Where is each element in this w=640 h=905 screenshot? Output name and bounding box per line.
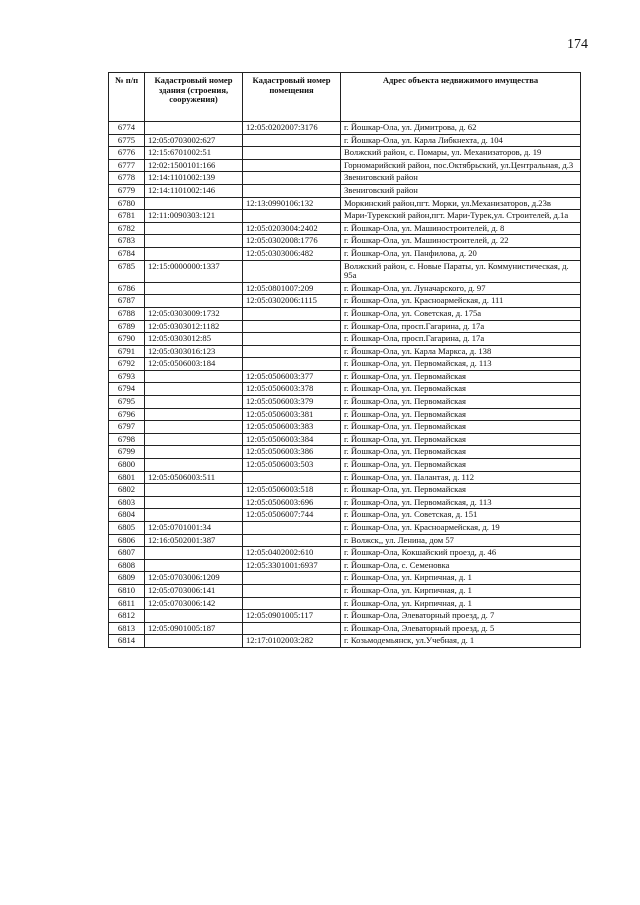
cell-address: г. Йошкар-Ола, ул. Первомайская [341,396,581,409]
property-registry-table [108,72,581,648]
cell-address: г. Йошкар-Ола, ул. Кирпичная, д. 1 [341,597,581,610]
cell-premises-cadastral: 12:05:0506003:518 [243,484,341,497]
cell-premises-cadastral [243,333,341,346]
cell-address: г. Йошкар-Ола, просп.Гагарина, д. 17а [341,320,581,333]
cell-building-cadastral: 12:05:0303012:1182 [145,320,243,333]
cell-number: 6801 [109,471,145,484]
cell-number: 6792 [109,358,145,371]
cell-address: Мари-Турекский район,пгт. Мари-Турек,ул. Строителей, д.1а [341,210,581,223]
table-row [109,184,581,197]
table-row [109,222,581,235]
table-row [109,147,581,160]
cell-address: г. Козьмодемьянск, ул.Учебная, д. 1 [341,635,581,648]
cell-building-cadastral [145,122,243,135]
table-row [109,459,581,472]
table-row [109,396,581,409]
cell-building-cadastral [145,610,243,623]
cell-address: г. Йошкар-Ола, ул. Первомайская [341,370,581,383]
cell-number: 6776 [109,147,145,160]
cell-address: г. Йошкар-Ола, с. Семеновка [341,559,581,572]
table-row [109,260,581,282]
table-row [109,210,581,223]
table-row [109,295,581,308]
cell-building-cadastral [145,408,243,421]
header-premises-cadastral: Кадастровый номер помещения [243,73,341,122]
cell-address: г. Йошкар-Ола, ул. Карла Либкнехта, д. 104 [341,134,581,147]
cell-address: г. Йошкар-Ола, ул. Машиностроителей, д. 22 [341,235,581,248]
cell-building-cadastral: 12:05:0303016:123 [145,345,243,358]
cell-premises-cadastral: 12:05:0506003:379 [243,396,341,409]
table-row [109,235,581,248]
cell-premises-cadastral [243,622,341,635]
cell-building-cadastral: 12:05:0506003:511 [145,471,243,484]
cell-premises-cadastral [243,522,341,535]
table-row [109,408,581,421]
table-header-row [109,73,581,122]
cell-number: 6802 [109,484,145,497]
cell-building-cadastral: 12:05:0901005:187 [145,622,243,635]
cell-premises-cadastral [243,534,341,547]
cell-address: Моркинский район,пгт. Морки, ул.Механизаторов, д.23в [341,197,581,210]
cell-building-cadastral: 12:16:0502001:387 [145,534,243,547]
cell-address: Звениговский район [341,184,581,197]
cell-number: 6795 [109,396,145,409]
cell-number: 6780 [109,197,145,210]
cell-number: 6774 [109,122,145,135]
cell-building-cadastral [145,547,243,560]
cell-premises-cadastral [243,471,341,484]
table-row [109,622,581,635]
cell-premises-cadastral [243,307,341,320]
cell-premises-cadastral: 12:05:0506003:378 [243,383,341,396]
cell-premises-cadastral [243,210,341,223]
cell-premises-cadastral: 12:05:0506003:386 [243,446,341,459]
cell-address: г. Йошкар-Ола, ул. Кирпичная, д. 1 [341,584,581,597]
cell-number: 6782 [109,222,145,235]
table-row [109,307,581,320]
cell-premises-cadastral [243,260,341,282]
cell-number: 6793 [109,370,145,383]
cell-premises-cadastral: 12:05:0506003:503 [243,459,341,472]
cell-number: 6784 [109,247,145,260]
cell-premises-cadastral: 12:13:0990106:132 [243,197,341,210]
cell-address: г. Йошкар-Ола, ул. Первомайская [341,484,581,497]
cell-premises-cadastral: 12:05:0901005:117 [243,610,341,623]
table-row [109,383,581,396]
cell-premises-cadastral [243,345,341,358]
table-row [109,197,581,210]
cell-number: 6788 [109,307,145,320]
cell-address: г. Йошкар-Ола, Элеваторный проезд, д. 5 [341,622,581,635]
table-row [109,522,581,535]
cell-building-cadastral [145,446,243,459]
cell-building-cadastral [145,247,243,260]
table-row [109,421,581,434]
table-row [109,247,581,260]
table-row [109,471,581,484]
cell-building-cadastral [145,559,243,572]
cell-number: 6798 [109,433,145,446]
table-row [109,534,581,547]
cell-number: 6811 [109,597,145,610]
cell-building-cadastral [145,197,243,210]
cell-premises-cadastral: 12:17:0102003:282 [243,635,341,648]
table-row [109,597,581,610]
cell-building-cadastral: 12:15:0000000:1337 [145,260,243,282]
cell-address: г. Волжск,, ул. Ленина, дом 57 [341,534,581,547]
cell-premises-cadastral: 12:05:0506003:377 [243,370,341,383]
cell-premises-cadastral: 12:05:0506007:744 [243,509,341,522]
cell-number: 6786 [109,282,145,295]
cell-number: 6787 [109,295,145,308]
cell-address: г. Йошкар-Ола, ул. Советская, д. 151 [341,509,581,522]
cell-premises-cadastral: 12:05:0302008:1776 [243,235,341,248]
cell-building-cadastral: 12:05:0703006:1209 [145,572,243,585]
cell-building-cadastral [145,496,243,509]
cell-premises-cadastral: 12:05:0302006:1115 [243,295,341,308]
cell-address: г. Йошкар-Ола, ул. Первомайская [341,446,581,459]
table-row [109,547,581,560]
cell-number: 6812 [109,610,145,623]
cell-premises-cadastral: 12:05:0202007:3176 [243,122,341,135]
cell-building-cadastral [145,222,243,235]
cell-address: г. Йошкар-Ола, просп.Гагарина, д. 17а [341,333,581,346]
cell-number: 6775 [109,134,145,147]
table-row [109,159,581,172]
cell-number: 6783 [109,235,145,248]
cell-premises-cadastral [243,584,341,597]
cell-number: 6799 [109,446,145,459]
cell-address: г. Йошкар-Ола, ул. Палантая, д. 112 [341,471,581,484]
table-row [109,172,581,185]
cell-address: г. Йошкар-Ола, ул. Первомайская, д. 113 [341,496,581,509]
cell-address: Волжский район, с. Помары, ул. Механизаторов, д. 19 [341,147,581,160]
cell-number: 6781 [109,210,145,223]
cell-premises-cadastral [243,320,341,333]
cell-building-cadastral [145,421,243,434]
table-row [109,446,581,459]
cell-address: г. Йошкар-Ола, ул. Димитрова, д. 62 [341,122,581,135]
cell-premises-cadastral: 12:05:0506003:384 [243,433,341,446]
cell-address: г. Йошкар-Ола, Элеваторный проезд, д. 7 [341,610,581,623]
cell-address: г. Йошкар-Ола, ул. Первомайская [341,459,581,472]
cell-building-cadastral [145,635,243,648]
table-row [109,333,581,346]
cell-address: г. Йошкар-Ола, ул. Первомайская [341,421,581,434]
cell-building-cadastral [145,433,243,446]
cell-building-cadastral: 12:05:0703002:627 [145,134,243,147]
table-row [109,496,581,509]
cell-premises-cadastral [243,184,341,197]
table-row [109,345,581,358]
cell-address: г. Йошкар-Ола, ул. Красноармейская, д. 19 [341,522,581,535]
cell-address: г. Йошкар-Ола, Кокшайский проезд, д. 46 [341,547,581,560]
cell-building-cadastral: 12:05:0303009:1732 [145,307,243,320]
header-number: № п/п [109,73,145,122]
table-row [109,370,581,383]
cell-number: 6813 [109,622,145,635]
table-body [109,122,581,648]
cell-premises-cadastral [243,572,341,585]
table-row [109,509,581,522]
cell-address: г. Йошкар-Ола, ул. Красноармейская, д. 111 [341,295,581,308]
table-row [109,572,581,585]
cell-building-cadastral [145,459,243,472]
cell-number: 6809 [109,572,145,585]
cell-building-cadastral [145,235,243,248]
cell-address: г. Йошкар-Ола, ул. Карла Маркса, д. 138 [341,345,581,358]
cell-address: Горномарийский район, пос.Октябрьский, ул.Центральная, д.3 [341,159,581,172]
cell-number: 6796 [109,408,145,421]
cell-number: 6778 [109,172,145,185]
cell-building-cadastral: 12:14:1101002:146 [145,184,243,197]
cell-building-cadastral: 12:05:0703006:141 [145,584,243,597]
cell-premises-cadastral: 12:05:0203004:2402 [243,222,341,235]
table-row [109,559,581,572]
cell-number: 6785 [109,260,145,282]
cell-building-cadastral [145,383,243,396]
cell-premises-cadastral [243,159,341,172]
cell-premises-cadastral: 12:05:3301001:6937 [243,559,341,572]
cell-number: 6808 [109,559,145,572]
cell-address: г. Йошкар-Ола, ул. Машиностроителей, д. 8 [341,222,581,235]
table-row [109,433,581,446]
page-number: 174 [567,37,588,52]
cell-number: 6794 [109,383,145,396]
cell-address: г. Йошкар-Ола, ул. Панфилова, д. 20 [341,247,581,260]
cell-building-cadastral: 12:05:0701001:34 [145,522,243,535]
table-row [109,584,581,597]
cell-number: 6789 [109,320,145,333]
cell-number: 6810 [109,584,145,597]
cell-premises-cadastral: 12:05:0303006:482 [243,247,341,260]
cell-number: 6797 [109,421,145,434]
cell-building-cadastral [145,370,243,383]
cell-premises-cadastral [243,134,341,147]
cell-premises-cadastral [243,172,341,185]
header-building-cadastral: Кадастровый номер здания (строения, сооружения) [145,73,243,122]
cell-number: 6790 [109,333,145,346]
cell-number: 6803 [109,496,145,509]
cell-address: г. Йошкар-Ола, ул. Луначарского, д. 97 [341,282,581,295]
cell-premises-cadastral: 12:05:0402002:610 [243,547,341,560]
cell-building-cadastral: 12:15:6701002:51 [145,147,243,160]
cell-address: г. Йошкар-Ола, ул. Первомайская [341,408,581,421]
table-row [109,635,581,648]
cell-premises-cadastral: 12:05:0801007:209 [243,282,341,295]
cell-building-cadastral [145,282,243,295]
cell-premises-cadastral [243,358,341,371]
cell-premises-cadastral [243,147,341,160]
cell-address: г. Йошкар-Ола, ул. Первомайская [341,383,581,396]
cell-number: 6779 [109,184,145,197]
cell-number: 6805 [109,522,145,535]
cell-premises-cadastral: 12:05:0506003:381 [243,408,341,421]
cell-address: г. Йошкар-Ола, ул. Советская, д. 175а [341,307,581,320]
cell-premises-cadastral: 12:05:0506003:383 [243,421,341,434]
cell-building-cadastral: 12:05:0303012:85 [145,333,243,346]
table-row [109,282,581,295]
cell-building-cadastral: 12:05:0506003:184 [145,358,243,371]
cell-number: 6806 [109,534,145,547]
cell-building-cadastral [145,484,243,497]
cell-address: г. Йошкар-Ола, ул. Кирпичная, д. 1 [341,572,581,585]
cell-building-cadastral [145,509,243,522]
table-row [109,134,581,147]
cell-number: 6800 [109,459,145,472]
cell-building-cadastral: 12:11:0090303:121 [145,210,243,223]
table-row [109,484,581,497]
cell-building-cadastral: 12:05:0703006:142 [145,597,243,610]
cell-address: г. Йошкар-Ола, ул. Первомайская, д. 113 [341,358,581,371]
cell-building-cadastral: 12:14:1101002:139 [145,172,243,185]
cell-number: 6777 [109,159,145,172]
cell-premises-cadastral [243,597,341,610]
cell-building-cadastral [145,295,243,308]
header-address: Адрес объекта недвижимого имущества [341,73,581,122]
cell-building-cadastral [145,396,243,409]
cell-number: 6814 [109,635,145,648]
table-row [109,610,581,623]
table-row [109,122,581,135]
cell-number: 6804 [109,509,145,522]
cell-number: 6807 [109,547,145,560]
cell-address: Звениговский район [341,172,581,185]
cell-building-cadastral: 12:02:1500101:166 [145,159,243,172]
cell-number: 6791 [109,345,145,358]
cell-address: Волжский район, с. Новые Параты, ул. Коммунистическая, д. 95а [341,260,581,282]
cell-premises-cadastral: 12:05:0506003:696 [243,496,341,509]
table-row [109,320,581,333]
cell-address: г. Йошкар-Ола, ул. Первомайская [341,433,581,446]
table-row [109,358,581,371]
